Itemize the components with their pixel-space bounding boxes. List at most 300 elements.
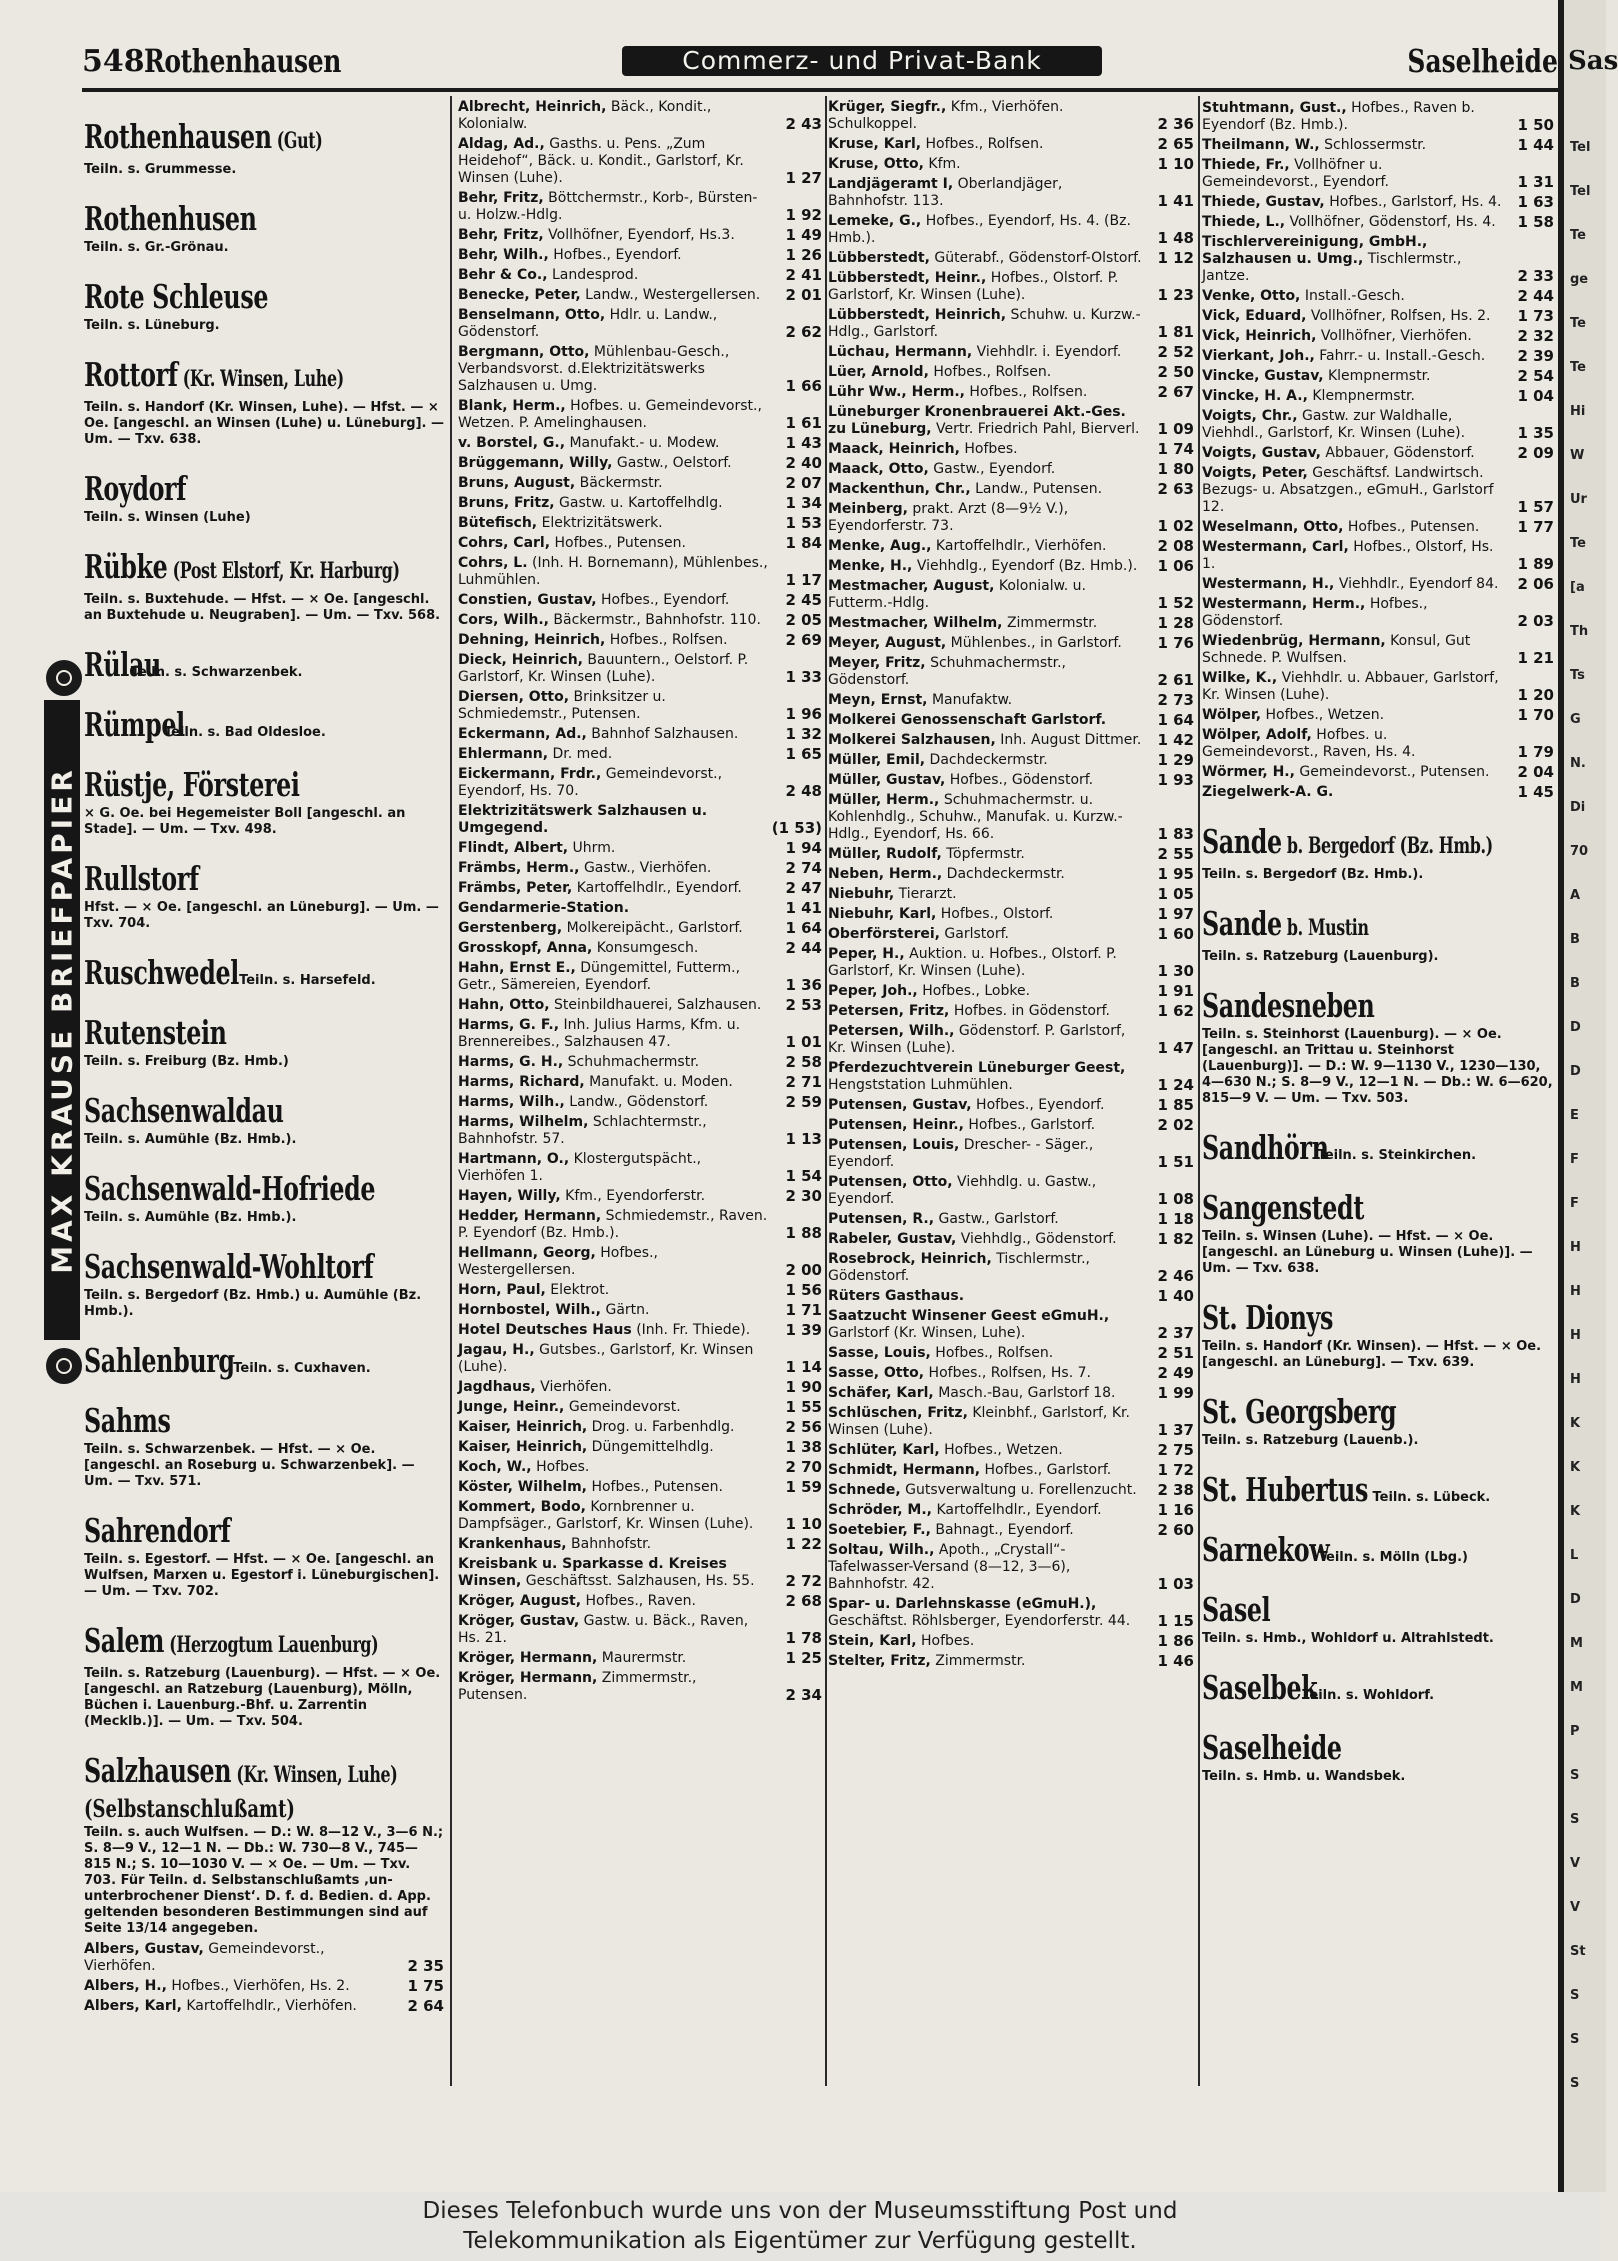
phone-number: 1 82 <box>1157 1230 1194 1248</box>
subscriber-name: Lübberstedt, Heinrich, <box>828 307 1007 323</box>
subscriber-entry <box>828 461 1194 478</box>
subscriber-entry <box>458 495 822 512</box>
subscriber-details: Gastw., Eyendorf. <box>928 461 1056 477</box>
place-block <box>84 1402 444 1490</box>
subscriber-entry <box>828 1522 1194 1539</box>
subscriber-details: Hofbes., Rolfsen. <box>921 136 1044 152</box>
phone-number: 2 35 <box>407 1957 444 1975</box>
subscriber-name: Peper, Joh., <box>828 983 918 999</box>
footer-line: Dieses Telefonbuch wurde uns von der Museumsstiftung Post und <box>422 2198 1178 2224</box>
subscriber-name: Bütefisch, <box>458 515 538 531</box>
place-block <box>84 860 444 932</box>
subscriber-name: Mestmacher, August, <box>828 578 995 594</box>
subscriber-name: Stuhtmann, Gust., <box>1202 100 1347 116</box>
subscriber-name: Petersen, Fritz, <box>828 1003 950 1019</box>
subscriber-entry <box>458 1114 822 1148</box>
subscriber-name: Tischlervereinigung, GmbH., Salzhausen u. Umg., <box>1202 234 1428 267</box>
phone-number: 1 93 <box>1157 771 1194 789</box>
place-note: Teiln. s. Egestorf. — Hfst. — × Oe. [angeschl. an Wulfsen, Marxen u. Egestorf i. Lüneburgischen]. — Um. — Txv. 702. <box>84 1552 440 1599</box>
subscriber-details: Hofbes., Eyendorf, Hs. 4. (Bz. Hmb.). <box>828 213 1131 246</box>
subscriber-details: Brinksitzer u. Schmiedemstr., Putensen. <box>458 689 666 722</box>
place-block <box>1202 905 1554 965</box>
subscriber-entry <box>458 287 822 304</box>
subscriber-name: Stelter, Fritz, <box>828 1653 931 1669</box>
subscriber-entry <box>828 156 1194 173</box>
subscriber-entry <box>828 364 1194 381</box>
phone-number: 1 75 <box>407 1977 444 1995</box>
place-name: Rutenstein <box>84 1013 227 1052</box>
place-note: Teiln. s. Bergedorf (Bz. Hmb.) u. Aumühle (Bz. Hmb.). <box>84 1288 422 1319</box>
phone-number: 1 09 <box>1157 420 1194 438</box>
subscriber-details: Apoth., „Crystall“-Tafelwasser-Versand (8—12, 3—6), Bahnhofstr. 42. <box>828 1542 1071 1592</box>
place-note: Teiln. s. Hmb. u. Wandsbek. <box>1202 1769 1406 1784</box>
subscriber-name: Kaiser, Heinrich, <box>458 1419 588 1435</box>
place-name: Salem (Herzogtum Lauenburg) <box>84 1621 379 1660</box>
subscriber-details: Viehhdlg. u. Gastw., Eyendorf. <box>828 1174 1097 1207</box>
subscriber-name: Neben, Herm., <box>828 866 943 882</box>
place-qualifier: (Post Elstorf, Kr. Harburg) <box>167 558 400 584</box>
subscriber-details: Schlachtermstr., Bahnhofstr. 57. <box>458 1114 707 1147</box>
subscriber-entry <box>828 946 1194 980</box>
subscriber-details: Gastw. u. Kartoffelhdlg. <box>554 495 723 511</box>
phone-number: 1 29 <box>1157 751 1194 769</box>
place-heading <box>1202 905 1554 947</box>
edge-fragment: S <box>1570 2032 1580 2047</box>
place-block <box>84 1342 444 1380</box>
advert-strip <box>44 700 80 1340</box>
subscriber-details: Gödenstorf. P. Garlstorf, Kr. Winsen (Luhe). <box>828 1023 1126 1056</box>
subscriber-name: Pferdezuchtverein Lüneburger Geest, <box>828 1060 1126 1076</box>
subscriber-name: Koch, W., <box>458 1459 532 1475</box>
phone-number: 1 32 <box>785 725 822 743</box>
subscriber-entry <box>828 1211 1194 1228</box>
subscriber-entry <box>458 535 822 552</box>
subscriber-details: Tierarzt. <box>894 886 957 902</box>
subscriber-entry <box>828 307 1194 341</box>
subscriber-name: Kröger, August, <box>458 1593 582 1609</box>
place-name: Sachsenwald-Wohltorf <box>84 1247 374 1286</box>
phone-number: 2 44 <box>1517 287 1554 305</box>
subscriber-entry <box>458 99 822 133</box>
subscriber-details: Hofbes., Rolfsen. <box>605 632 728 648</box>
edge-fragment: Th <box>1570 624 1589 639</box>
subscriber-name: Oberförsterei, <box>828 926 940 942</box>
subscriber-entry <box>458 997 822 1014</box>
subscriber-entry <box>458 1322 822 1339</box>
edge-fragment: A <box>1570 888 1581 903</box>
place-note: Teiln. s. Winsen (Luhe) <box>84 510 251 525</box>
phone-number: 1 22 <box>785 1535 822 1553</box>
place-name: Sahlenburg <box>84 1341 235 1380</box>
phone-number: 1 54 <box>785 1167 822 1185</box>
edge-fragment: K <box>1570 1460 1581 1475</box>
subscriber-name: Niebuhr, <box>828 886 895 902</box>
subscriber-entry <box>458 1459 822 1476</box>
subscriber-details: Molkereipächt., Garlstorf. <box>562 920 743 936</box>
phone-number: 1 41 <box>785 899 822 917</box>
place-qualifier: (Kr. Winsen, Luhe) <box>231 1762 398 1788</box>
phone-number: 2 54 <box>1517 367 1554 385</box>
subscriber-entry <box>828 732 1194 749</box>
subscriber-details: Kfm. <box>923 156 961 172</box>
place-name: St. Georgsberg <box>1202 1392 1397 1431</box>
subscriber-name: Harms, G. H., <box>458 1054 564 1070</box>
phone-number: 2 38 <box>1157 1481 1194 1499</box>
place-block <box>1202 1591 1554 1647</box>
phone-number: 1 10 <box>1157 155 1194 173</box>
phone-number: 2 50 <box>1157 363 1194 381</box>
phone-number: 2 74 <box>785 859 822 877</box>
subscriber-details: Inh. August Dittmer. <box>995 732 1142 748</box>
place-heading <box>84 470 444 508</box>
place-heading <box>84 1512 444 1550</box>
subscriber-entry <box>458 612 822 629</box>
phone-number: 1 34 <box>785 494 822 512</box>
subscriber-name: Putensen, R., <box>828 1211 935 1227</box>
place-block <box>84 200 444 256</box>
phone-number: 1 12 <box>1157 249 1194 267</box>
phone-number: 1 84 <box>785 534 822 552</box>
phone-number: 1 58 <box>1517 213 1554 231</box>
subscriber-entry <box>458 398 822 432</box>
subscriber-name: Schröder, M., <box>828 1502 932 1518</box>
phone-number: 1 51 <box>1157 1153 1194 1171</box>
phone-number: 1 81 <box>1157 323 1194 341</box>
subscriber-details: Hengststation Luhmühlen. <box>828 1077 1013 1093</box>
subscriber-name: Lühr Ww., Herm., <box>828 384 965 400</box>
phone-number: 1 43 <box>785 434 822 452</box>
subscriber-entry <box>458 1479 822 1496</box>
place-block <box>1202 1669 1554 1707</box>
subscriber-entry <box>458 1245 822 1279</box>
phone-number: 1 02 <box>1157 517 1194 535</box>
subscriber-name: Hartmann, O., <box>458 1151 570 1167</box>
phone-number: 2 73 <box>1157 691 1194 709</box>
subscriber-details: Güterabf., Gödenstorf-Olstorf. <box>929 250 1142 266</box>
subscriber-name: Rosebrock, Heinrich, <box>828 1251 992 1267</box>
place-block <box>1202 1393 1554 1449</box>
place-name: Sandhörn <box>1202 1128 1329 1167</box>
subscriber-entry <box>458 803 822 837</box>
phone-number: 1 20 <box>1517 686 1554 704</box>
subscriber-entry <box>828 926 1194 943</box>
subscriber-name: Eckermann, Ad., <box>458 726 587 742</box>
subscriber-name: Molkerei Salzhausen, <box>828 732 996 748</box>
phone-number: 1 97 <box>1157 905 1194 923</box>
phone-number: 1 50 <box>1517 116 1554 134</box>
subscriber-entry <box>458 940 822 957</box>
place-name: Sandesneben <box>1202 986 1375 1025</box>
subscriber-entry <box>84 1998 444 2015</box>
place-heading <box>1202 987 1554 1025</box>
phone-number: 1 64 <box>1157 711 1194 729</box>
subscriber-entry <box>1202 764 1554 781</box>
subscriber-details: Landw., Gödenstorf. <box>564 1094 709 1110</box>
subscriber-details: Hofbes., Garlstorf, Hs. 4. <box>1324 194 1502 210</box>
phone-number: 1 17 <box>785 571 822 589</box>
subscriber-details: Hofbes. u. Gemeindevorst., Wetzen. P. Amelinghausen. <box>458 398 762 431</box>
subscriber-details: Manufakt.- u. Modew. <box>565 435 720 451</box>
phone-number: 1 73 <box>1517 307 1554 325</box>
subscriber-entry <box>828 213 1194 247</box>
subscriber-details: Hofbes., Putensen. <box>550 535 686 551</box>
subscriber-details: Hofbes., Eyendorf. <box>596 592 730 608</box>
subscriber-name: Sasse, Louis, <box>828 1345 931 1361</box>
phone-number: 1 76 <box>1157 634 1194 652</box>
subscriber-details: Gastw. zur Waldhalle, Viehhdl., Garlstorf, Kr. Winsen (Luhe). <box>1202 408 1466 441</box>
phone-number: 1 85 <box>1157 1096 1194 1114</box>
place-name: Rüstje, Försterei <box>84 765 300 804</box>
subscriber-entry <box>828 344 1194 361</box>
phone-number: 1 72 <box>1157 1461 1194 1479</box>
subscriber-details: Vertr. Friedrich Pahl, Bierverl. <box>931 421 1140 437</box>
phone-number: 2 56 <box>785 1418 822 1436</box>
subscriber-entry <box>458 1593 822 1610</box>
place-name: Sasel <box>1202 1590 1271 1629</box>
subscriber-entry <box>828 1365 1194 1382</box>
subscriber-name: Grosskopf, Anna, <box>458 940 593 956</box>
phone-number: 1 41 <box>1157 192 1194 210</box>
subscriber-name: Stein, Karl, <box>828 1633 917 1649</box>
subscriber-name: Müller, Herm., <box>828 792 940 808</box>
phone-number: 2 53 <box>785 996 822 1014</box>
subscriber-name: Lemeke, G., <box>828 213 922 229</box>
phone-number: 2 03 <box>1517 612 1554 630</box>
edge-fragment: H <box>1570 1240 1581 1255</box>
place-block <box>84 470 444 526</box>
place-heading <box>84 200 444 238</box>
place-note-inline: Teiln. s. Harsefeld. <box>239 973 376 988</box>
subscriber-details: Hofbes., Olstorf, Hs. 1. <box>1202 539 1494 572</box>
subscriber-details: Gutsverwaltung u. Forellenzucht. <box>900 1482 1137 1498</box>
phone-number: 1 26 <box>785 246 822 264</box>
subscriber-details: Hofbes., Wetzen. <box>1261 707 1385 723</box>
subscriber-entry <box>828 635 1194 652</box>
place-heading <box>84 1402 444 1440</box>
phone-number: 2 08 <box>1157 537 1194 555</box>
phone-number: 1 46 <box>1157 1652 1194 1670</box>
subscriber-name: Schlüschen, Fritz, <box>828 1405 968 1421</box>
edge-fragment: Te <box>1570 228 1586 243</box>
subscriber-details: Gutsbes., Garlstorf, Kr. Winsen (Luhe). <box>458 1342 754 1375</box>
subscriber-entry <box>458 726 822 743</box>
column-places <box>84 96 444 2015</box>
edge-fragment: N. <box>1570 756 1586 771</box>
phone-number: 1 42 <box>1157 731 1194 749</box>
subscriber-name: Wölper, <box>1202 707 1262 723</box>
subscriber-list <box>84 1941 444 2015</box>
phone-number: 2 72 <box>785 1572 822 1590</box>
phone-number: 2 63 <box>1157 480 1194 498</box>
subscriber-name: Wiedenbrüg, Hermann, <box>1202 633 1386 649</box>
subscriber-name: Westermann, H., <box>1202 576 1335 592</box>
subscriber-details: Bäckermstr. <box>575 475 663 491</box>
subscriber-entry <box>458 227 822 244</box>
phone-number: 1 99 <box>1157 1384 1194 1402</box>
subscriber-name: Schnede, <box>828 1482 901 1498</box>
subscriber-name: Köster, Wilhelm, <box>458 1479 587 1495</box>
subscriber-details: Auktion. u. Hofbes., Olstorf. P. Garlstorf, Kr. Winsen (Luhe). <box>828 946 1117 979</box>
place-name: Ruschwedel <box>84 953 239 992</box>
subscriber-details: Hofbes. <box>959 441 1018 457</box>
subscriber-details: Gemeindevorst., Putensen. <box>1294 764 1490 780</box>
subscriber-name: Dehning, Heinrich, <box>458 632 606 648</box>
subscriber-details: Vollhöfner, Gödenstorf, Hs. 4. <box>1285 214 1496 230</box>
subscriber-name: Thiede, L., <box>1202 214 1286 230</box>
subscriber-name: Harms, Wilhelm, <box>458 1114 589 1130</box>
subscriber-entry <box>828 481 1194 498</box>
phone-number: 1 10 <box>785 1515 822 1533</box>
subscriber-name: Schäfer, Karl, <box>828 1385 934 1401</box>
subscriber-details: Klostergutspächt., Vierhöfen 1. <box>458 1151 702 1184</box>
subscriber-entry <box>458 1499 822 1533</box>
edge-fragment: D <box>1570 1020 1581 1035</box>
subscriber-details: Hofbes., Rolfsen. <box>930 1345 1054 1361</box>
subscriber-details: Gemeindevorst. <box>564 1399 681 1415</box>
edge-fragment: S <box>1570 1988 1580 2003</box>
place-qualifier: b. Mustin <box>1281 915 1369 941</box>
subscriber-entry <box>828 538 1194 555</box>
phone-number: 2 32 <box>1517 327 1554 345</box>
edge-fragment: W <box>1570 448 1585 463</box>
subscriber-entry <box>828 176 1194 210</box>
subscriber-details: Schlossermstr. <box>1319 137 1427 153</box>
phone-number: 2 75 <box>1157 1441 1194 1459</box>
subscriber-name: Lübberstedt, Heinr., <box>828 270 987 286</box>
place-note: Teiln. s. Winsen (Luhe). — Hfst. — × Oe. [angeschl. an Lüneburg u. Winsen (Luhe)]. — Um. — Txv. 638. <box>1202 1229 1533 1276</box>
subscriber-entry <box>1202 519 1554 536</box>
edge-fragment: K <box>1570 1416 1581 1431</box>
subscriber-details: Steinbildhauerei, Salzhausen. <box>549 997 762 1013</box>
subscriber-name: Albers, Gustav, <box>84 1941 204 1957</box>
subscriber-name: Voigts, Chr., <box>1202 408 1298 424</box>
subscriber-details: Drog. u. Farbenhdlg. <box>587 1419 735 1435</box>
place-block <box>84 766 444 838</box>
subscriber-details: Vierhöfen. <box>535 1379 612 1395</box>
subscriber-details: Dachdeckermstr. <box>925 752 1048 768</box>
phone-number: 2 64 <box>407 1997 444 2015</box>
edge-fragment: S <box>1570 1812 1580 1827</box>
first-entry-heading: Rothenhausen <box>144 42 341 80</box>
phone-number: 1 36 <box>785 976 822 994</box>
phone-number: 2 71 <box>785 1073 822 1091</box>
subscriber-name: Meinberg, <box>828 501 908 517</box>
next-page-edge <box>1558 0 1618 2192</box>
place-heading <box>84 278 444 316</box>
place-heading <box>84 1622 444 1664</box>
phone-number: 1 39 <box>785 1321 822 1339</box>
subscriber-entry <box>458 1074 822 1091</box>
edge-fragment: H <box>1570 1284 1581 1299</box>
subscriber-details: Hofbes., Rolfsen. <box>928 364 1052 380</box>
subscriber-name: Brüggemann, Willy, <box>458 455 613 471</box>
subscriber-entry <box>458 652 822 686</box>
place-note: Teiln. s. Handorf (Kr. Winsen). — Hfst. — × Oe. [angeschl. an Lüneburg]. — Txv. 639. <box>1202 1339 1542 1370</box>
subscriber-details: Uhrm. <box>568 840 616 856</box>
subscriber-entry <box>458 435 822 452</box>
subscriber-entry <box>1202 348 1554 365</box>
phone-number: 2 40 <box>785 454 822 472</box>
place-note-inline: Teiln. s. Mölln (Lbg.) <box>1318 1550 1468 1565</box>
phone-number: 2 59 <box>785 1093 822 1111</box>
subscriber-name: Lübberstedt, <box>828 250 930 266</box>
subscriber-details: Gastw., Garlstorf. <box>934 1211 1059 1227</box>
phone-number: 1 48 <box>1157 229 1194 247</box>
phone-number: 2 36 <box>1157 115 1194 133</box>
subscriber-list <box>1202 100 1554 801</box>
subscriber-name: Putensen, Louis, <box>828 1137 960 1153</box>
subscriber-details: Tischlermstr., Gödenstorf. <box>828 1251 1090 1284</box>
subscriber-name: Soltau, Wilh., <box>828 1542 935 1558</box>
phone-number: 1 56 <box>785 1281 822 1299</box>
subscriber-entry <box>458 1613 822 1647</box>
subscriber-details: Kartoffelhdlr., Eyendorf. <box>572 880 742 896</box>
place-name: Sahms <box>84 1401 171 1440</box>
subscriber-name: Lüchau, Hermann, <box>828 344 973 360</box>
subscriber-entry <box>828 615 1194 632</box>
subscriber-details: Schuhmachermstr. u. Kohlenhdlg., Schuhw., Manufak. u. Kurzw.-Hdlg., Eyendorf, Hs. 66. <box>828 792 1123 842</box>
subscriber-details: Hofbes., Eyendorf. <box>548 247 682 263</box>
phone-number: 1 49 <box>785 226 822 244</box>
place-block <box>84 1512 444 1600</box>
place-name: St. Dionys <box>1202 1298 1334 1337</box>
subscriber-name: Kruse, Otto, <box>828 156 924 172</box>
phone-number: 1 25 <box>785 1649 822 1667</box>
subscriber-name: Lüneburger Kronenbrauerei Akt.-Ges. zu Lüneburg, <box>828 404 1126 437</box>
place-block <box>84 1014 444 1070</box>
phone-number: 1 16 <box>1157 1501 1194 1519</box>
subscriber-entry <box>458 840 822 857</box>
place-note: Teiln. s. Hmb., Wohldorf u. Altrahlstedt. <box>1202 1631 1494 1646</box>
place-name: Rothenhausen (Gut) <box>84 117 323 156</box>
subscriber-details: Maurermstr. <box>597 1650 687 1666</box>
phone-number: 1 04 <box>1517 387 1554 405</box>
subscriber-name: Müller, Gustav, <box>828 772 946 788</box>
subscriber-details: Konsul, Gut Schnede. P. Wulfsen. <box>1202 633 1471 666</box>
subscriber-details: Bauuntern., Oelstorf. P. Garlstorf, Kr. Winsen (Luhe). <box>458 652 749 685</box>
place-qualifier: (Herzogtum Lauenburg) <box>164 1632 379 1658</box>
subscriber-entry <box>828 752 1194 769</box>
place-block <box>1202 1299 1554 1371</box>
subscriber-entry <box>458 136 822 187</box>
subscriber-details: Hofbes., Olstorf. P. Garlstorf, Kr. Winsen (Luhe). <box>828 270 1119 303</box>
place-name: Rothenhusen <box>84 199 257 238</box>
subscriber-entry <box>828 1502 1194 1519</box>
phone-number: 1 33 <box>785 668 822 686</box>
subscriber-name: Hahn, Otto, <box>458 997 550 1013</box>
phone-number: 2 67 <box>1157 383 1194 401</box>
subscriber-entry <box>458 1017 822 1051</box>
edge-fragment: [a <box>1570 580 1585 595</box>
subscriber-name: Junge, Heinr., <box>458 1399 565 1415</box>
place-block <box>1202 1531 1554 1569</box>
phone-number: 2 69 <box>785 631 822 649</box>
subscriber-entry <box>1202 388 1554 405</box>
place-heading <box>1202 1591 1554 1629</box>
place-heading <box>84 1248 444 1286</box>
phone-number: 1 13 <box>785 1130 822 1148</box>
subscriber-entry <box>1202 288 1554 305</box>
subscriber-name: Horn, Paul, <box>458 1282 546 1298</box>
subscriber-details: Kartoffelhdlr., Eyendorf. <box>932 1502 1102 1518</box>
subscriber-details: Hofbes., Olstorf. <box>936 906 1054 922</box>
place-name: Rübke (Post Elstorf, Kr. Harburg) <box>84 547 400 586</box>
column-divider <box>1198 96 1200 2086</box>
subscriber-entry <box>458 1342 822 1376</box>
subscriber-entry <box>458 1302 822 1319</box>
phone-number: 2 60 <box>1157 1521 1194 1539</box>
subscriber-entry <box>458 1054 822 1071</box>
